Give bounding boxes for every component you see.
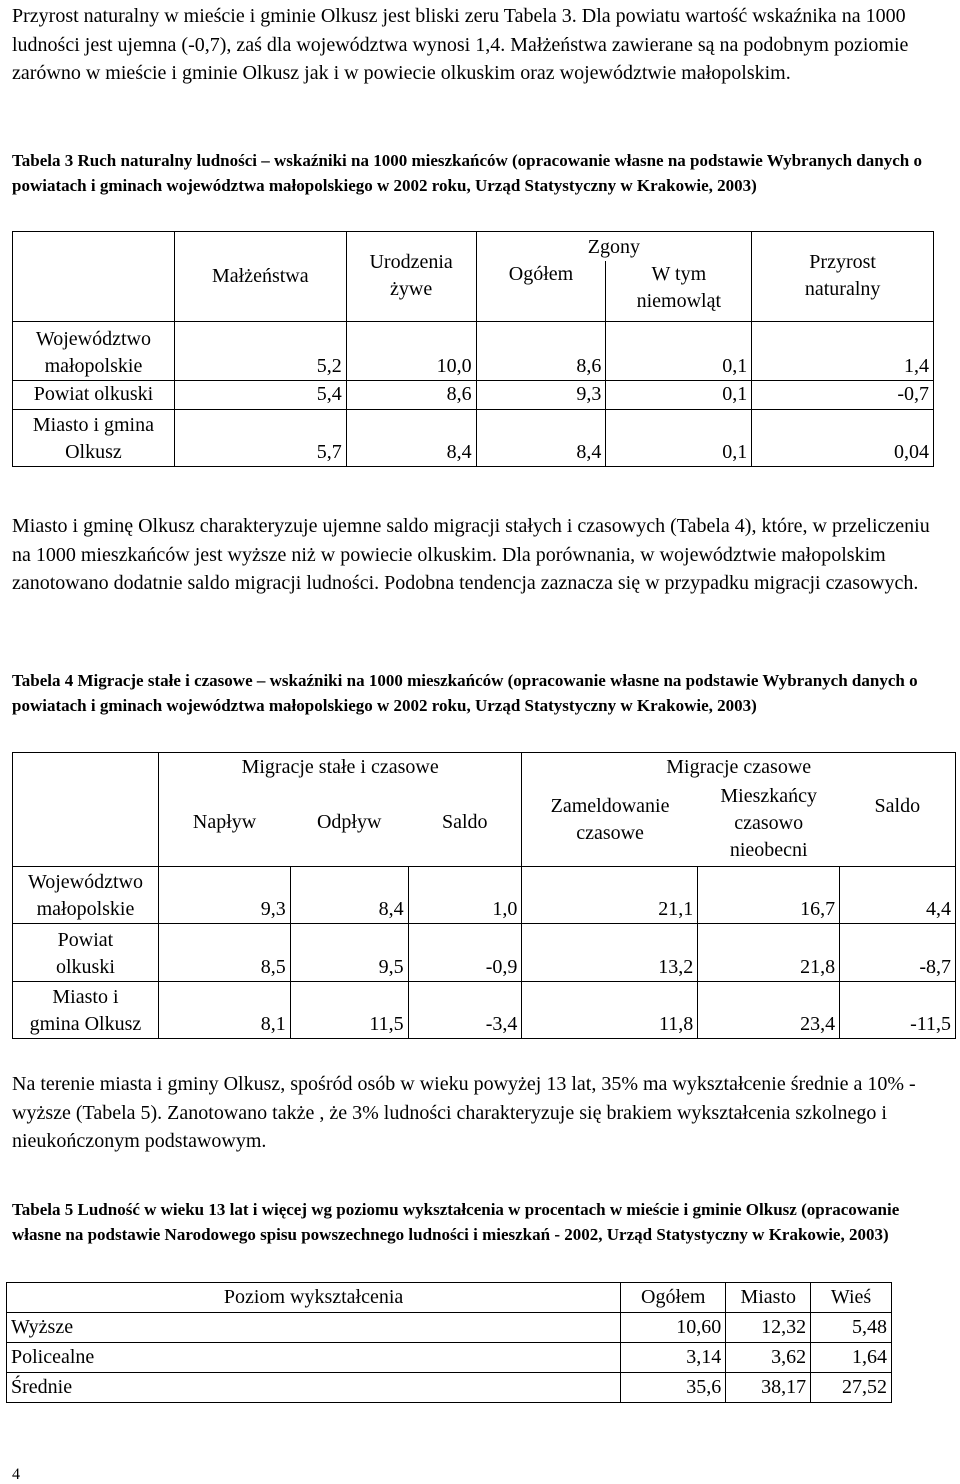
table-cell: 21,1 <box>522 867 698 924</box>
table3-caption: Tabela 3 Ruch naturalny ludności – wskaźniki na 1000 mieszkańców (opracowanie własne na podstawie Wybranych danych o powiatach i gminach województwa małopolskiego w 2002 roku, Urząd Statystyczny w Krakowie, 2003) <box>12 151 922 195</box>
table-cell: 8,6 <box>346 380 476 409</box>
table-cell-empty <box>136 1343 621 1373</box>
row-label: Wyższe <box>7 1313 136 1343</box>
table-cell: 1,4 <box>752 321 934 380</box>
table-cell: 11,8 <box>522 982 698 1039</box>
table-cell: 9,5 <box>290 924 408 982</box>
table-cell: 0,1 <box>606 409 752 466</box>
row-label: Powiat olkuski <box>13 380 175 409</box>
table4-header-group2: Migracje czasowe <box>522 753 956 783</box>
table-cell: 1,64 <box>811 1343 892 1373</box>
table-cell: 38,17 <box>726 1373 811 1403</box>
table-cell: 3,62 <box>726 1343 811 1373</box>
table5-header-row <box>7 1283 892 1313</box>
table-cell: 21,8 <box>698 924 840 982</box>
table-cell: 11,5 <box>290 982 408 1039</box>
table5-header-total: Ogółem <box>621 1283 726 1313</box>
row-label: Powiat olkuski <box>13 924 159 982</box>
table-cell: 13,2 <box>522 924 698 982</box>
table-cell: 4,4 <box>840 867 956 924</box>
table3 <box>12 231 934 467</box>
table4-corner-cell <box>13 753 159 867</box>
table-row <box>13 867 956 924</box>
migration-paragraph: Miasto i gminę Olkusz charakteryzuje ujemne saldo migracji stałych i czasowych (Tabela 4), które, w przeliczeniu na 1000 mieszkańców jest wyższe niż w powiecie olkuskim. Dla porównania, w województwie małopolskim zanotowano dodatnie saldo migracji ludności. Podobna tendencja zaznacza się w przypadku migracji czasowych. <box>12 515 930 594</box>
table4 <box>12 752 956 1039</box>
row-label: Województwo małopolskie <box>13 321 175 380</box>
table-cell: -0,7 <box>752 380 934 409</box>
table4-header-group1: Migracje stałe i czasowe <box>158 753 521 783</box>
table-cell: 0,1 <box>606 321 752 380</box>
table-cell: 8,4 <box>290 867 408 924</box>
table-cell: 10,60 <box>621 1313 726 1343</box>
table3-corner-cell <box>13 232 175 322</box>
table-cell: 35,6 <box>621 1373 726 1403</box>
table-row <box>13 409 934 466</box>
page-number: 4 <box>12 1466 20 1483</box>
table4-header-absent: Mieszkańcy czasowo nieobecni <box>720 784 817 861</box>
table-cell: 8,4 <box>346 409 476 466</box>
table3-header-deaths-total: Ogółem <box>508 263 574 285</box>
table-cell: 27,52 <box>811 1373 892 1403</box>
table-row <box>13 924 956 982</box>
table-cell: -0,9 <box>408 924 522 982</box>
table-cell: 8,5 <box>158 924 290 982</box>
table-cell: 12,32 <box>726 1313 811 1343</box>
table4-caption: Tabela 4 Migracje stałe i czasowe – wskaźniki na 1000 mieszkańców (opracowanie własne na podstawie Wybranych danych o powiatach i gminach województwa małopolskiego w 2002 roku, Urząd Statystyczny w Krakowie, 2003) <box>12 671 918 715</box>
table5-header-city: Miasto <box>726 1283 811 1313</box>
row-label: Miasto i gmina Olkusz <box>13 409 175 466</box>
table-cell: 8,4 <box>476 409 606 466</box>
table-cell: 0,04 <box>752 409 934 466</box>
table-row <box>13 380 934 409</box>
table3-header-deaths: Zgony <box>476 232 752 262</box>
row-label: Miasto i gmina Olkusz <box>13 982 159 1039</box>
table-cell: 5,4 <box>174 380 346 409</box>
table5 <box>6 1282 892 1403</box>
table4-header-row1 <box>13 753 956 783</box>
table4-header-registration: Zameldowanie czasowe <box>550 794 670 844</box>
table3-header-marriages: Małżeństwa <box>174 232 346 322</box>
table-row <box>7 1313 892 1343</box>
table-cell: -3,4 <box>408 982 522 1039</box>
table-cell: 8,1 <box>158 982 290 1039</box>
table4-header-balance2: Saldo <box>840 783 956 867</box>
education-paragraph: Na terenie miasta i gminy Olkusz, spośród osób w wieku powyżej 13 lat, 35% ma wykształcenie średnie a 10% - wyższe (Tabela 5). Zanotowano także , że 3% ludności charakteryzuje się brakiem wykształcenia szkolnego i nieukończonym podstawowym. <box>12 1073 916 1152</box>
table-cell: 10,0 <box>346 321 476 380</box>
table-cell: 9,3 <box>476 380 606 409</box>
intro-paragraph: Przyrost naturalny w mieście i gminie Olkusz jest bliski zeru Tabela 3. Dla powiatu wartość wskaźnika na 1000 ludności jest ujemna (-0,7), zaś dla województwa wynosi 1,4. Małżeństwa zawierane są na podobnym poziomie zarówno w mieście i gminie Olkusz jak i w powiecie olkuskim oraz województwie małopolskim. <box>12 5 909 84</box>
row-label: Województwo małopolskie <box>13 867 159 924</box>
table3-header-births: Urodzenia żywe <box>346 232 476 322</box>
table-cell: 3,14 <box>621 1343 726 1373</box>
table-cell-empty <box>136 1373 621 1403</box>
table4-header-inflow: Napływ <box>192 810 257 833</box>
table4-header-outflow: Odpływ <box>316 810 382 833</box>
table5-header-level: Poziom wykształcenia <box>7 1283 621 1313</box>
table-row <box>13 982 956 1039</box>
table-row <box>7 1343 892 1373</box>
table-cell: 0,1 <box>606 380 752 409</box>
table3-header-growth: Przyrost naturalny <box>752 232 934 322</box>
row-label: Średnie <box>7 1373 136 1403</box>
table-row <box>13 321 934 380</box>
row-label: Policealne <box>7 1343 136 1373</box>
table-cell: 5,2 <box>174 321 346 380</box>
table-cell: 5,7 <box>174 409 346 466</box>
table-cell: 16,7 <box>698 867 840 924</box>
table-cell-empty <box>136 1313 621 1343</box>
table-cell: 1,0 <box>408 867 522 924</box>
table-cell: 23,4 <box>698 982 840 1039</box>
table-cell: -11,5 <box>840 982 956 1039</box>
table5-header-village: Wieś <box>811 1283 892 1313</box>
table-cell: -8,7 <box>840 924 956 982</box>
table-row <box>7 1373 892 1403</box>
table-cell: 5,48 <box>811 1313 892 1343</box>
table-cell: 8,6 <box>476 321 606 380</box>
table-cell: 9,3 <box>158 867 290 924</box>
table5-caption: Tabela 5 Ludność w wieku 13 lat i więcej wg poziomu wykształcenia w procentach w mieście i gminie Olkusz (opracowanie własne na podstawie Narodowego spisu powszechnego ludności i mieszkań - 2002, Urząd Statystyczny w Krakowie, 2003) <box>12 1200 900 1244</box>
table3-header-row1 <box>13 232 934 262</box>
table3-header-deaths-infants: W tym niemowląt <box>606 261 752 321</box>
table4-header-balance1: Saldo <box>408 783 522 867</box>
